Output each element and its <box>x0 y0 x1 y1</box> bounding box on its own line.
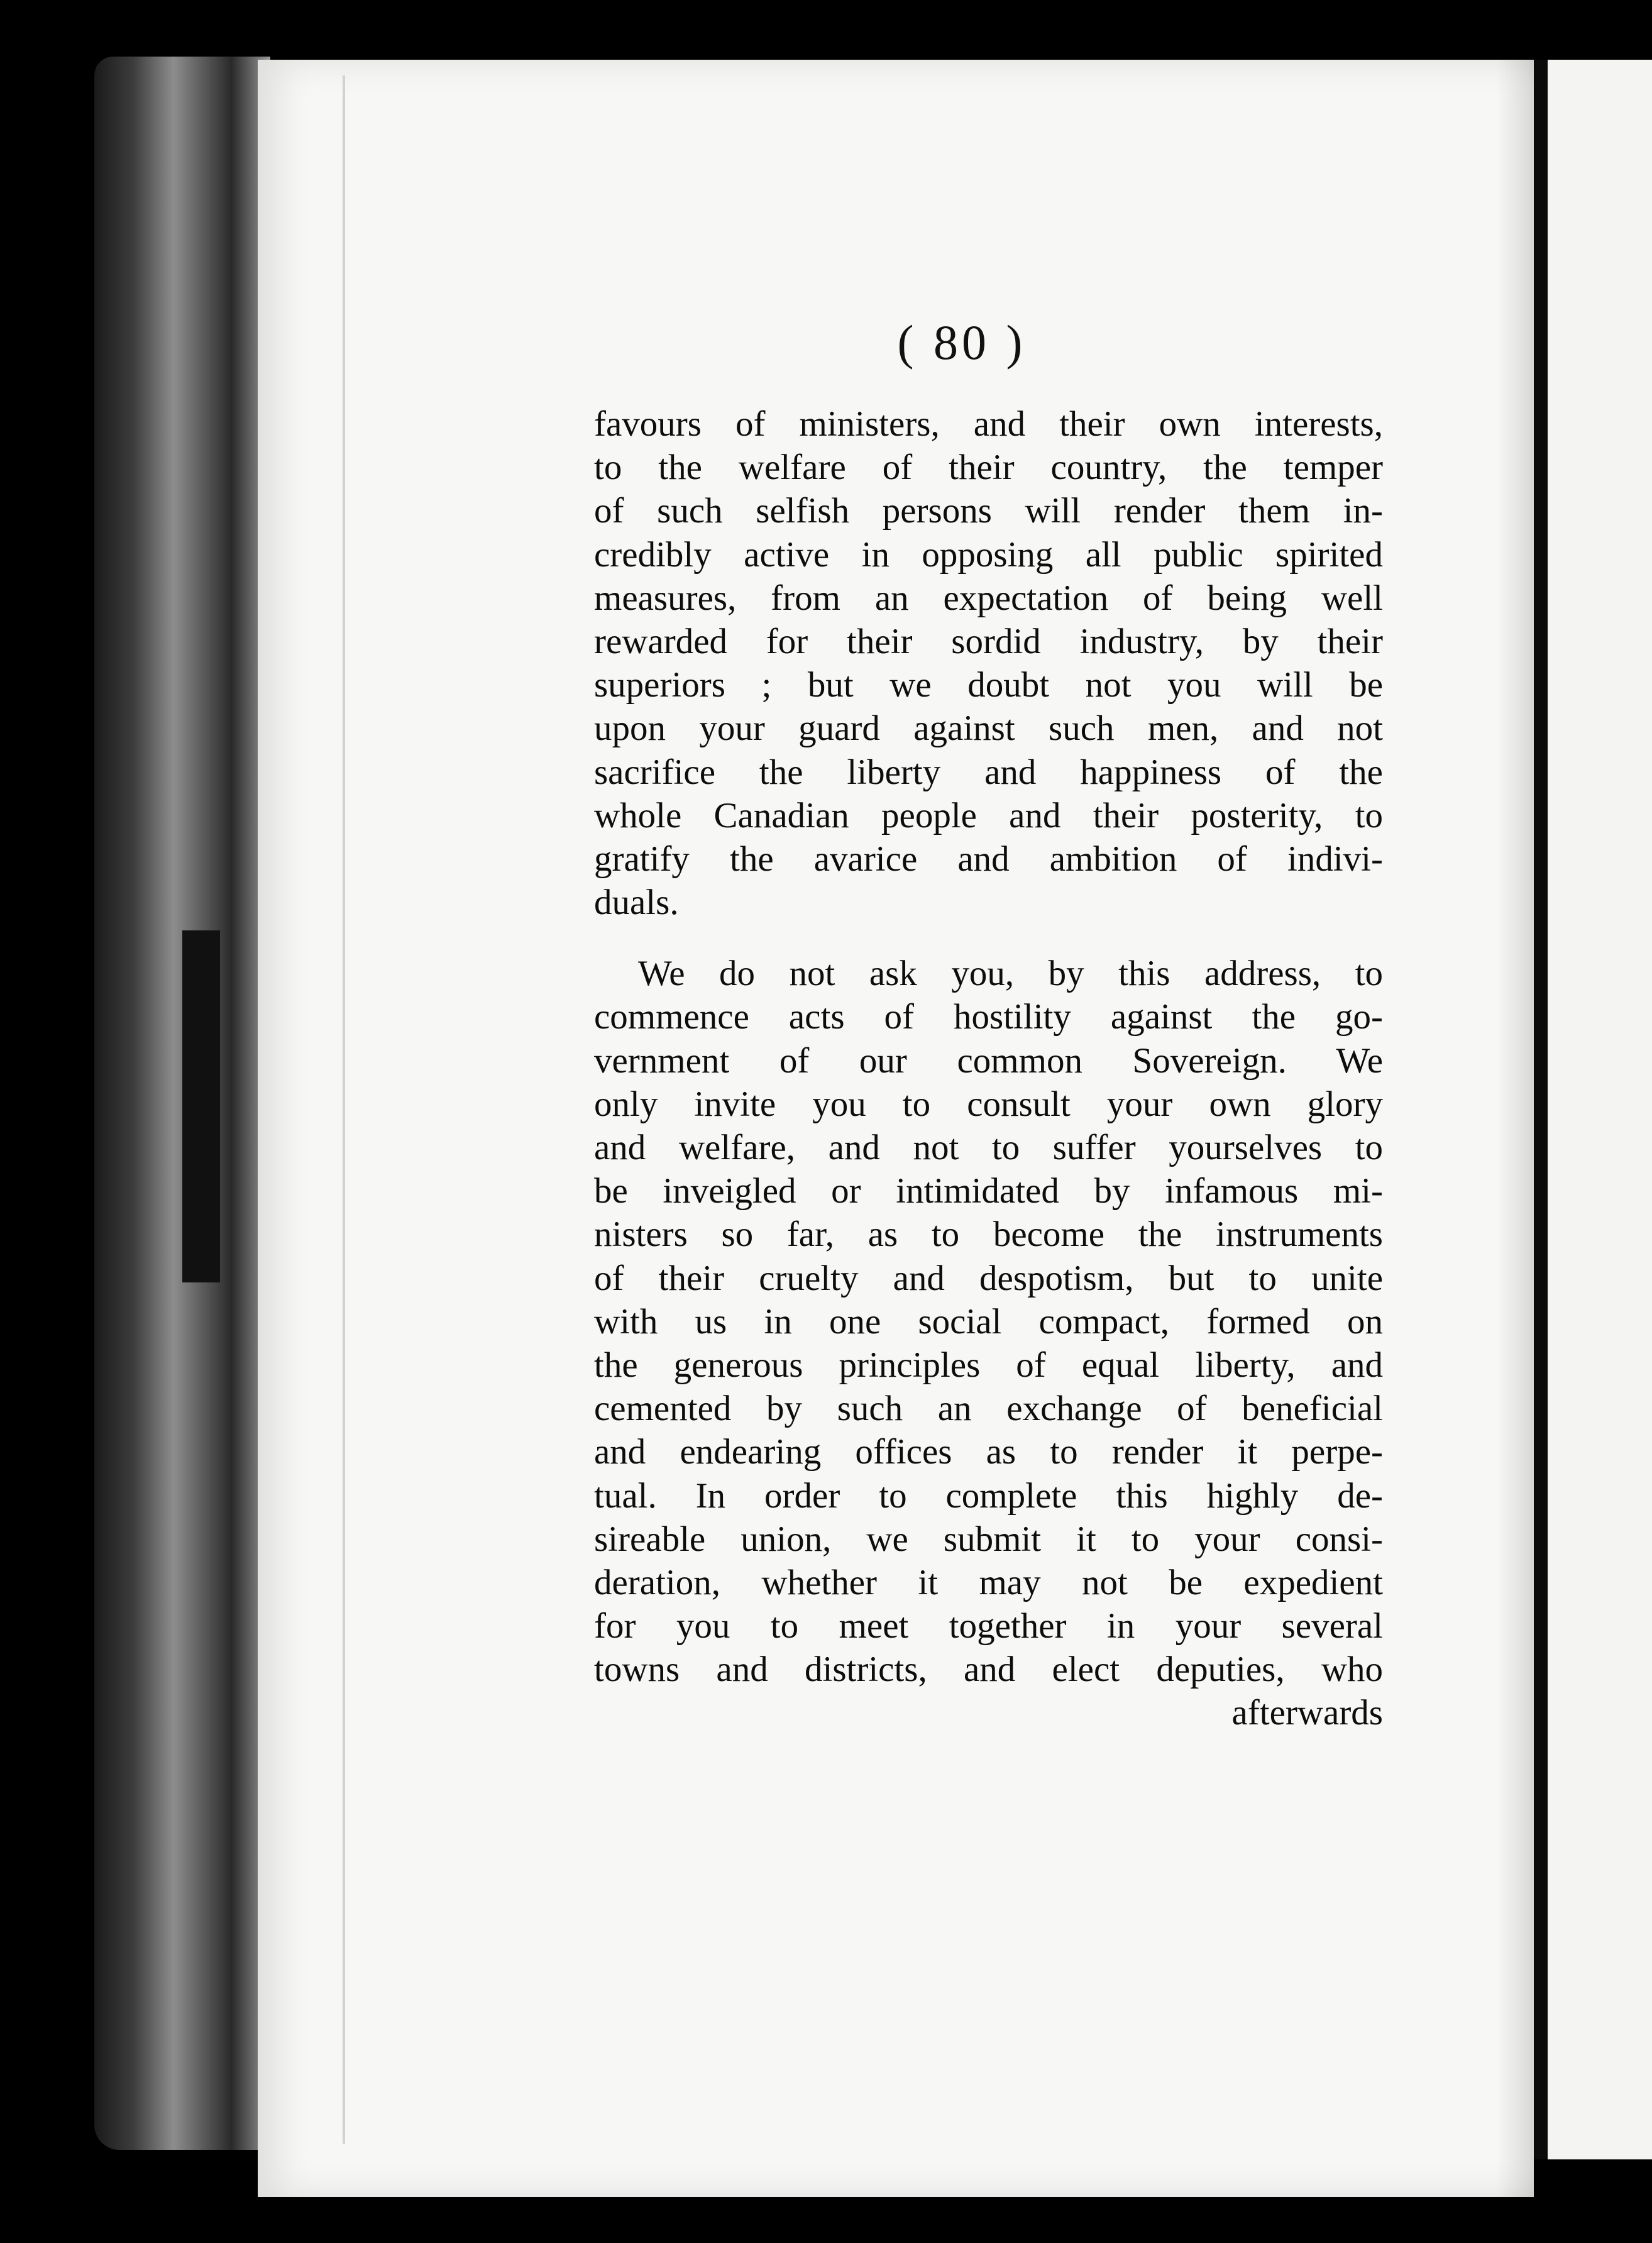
text-line: with us in one social compact, formed on <box>594 1301 1383 1342</box>
text-line: credibly active in opposing all public spirited <box>594 534 1383 575</box>
adjacent-page-strip <box>1548 60 1652 2159</box>
text-line: deration, whether it may not be expedient <box>594 1562 1383 1602</box>
text-line: measures, from an expectation of being well <box>594 578 1383 618</box>
page-edge-shadow <box>1496 60 1534 2197</box>
text-line: superiors ; but we doubt not you will be <box>594 665 1383 705</box>
text-line: towns and districts, and elect deputies, who <box>594 1650 1383 1690</box>
text-line: favours of ministers, and their own interests, <box>594 404 1383 444</box>
text-line: gratify the avarice and ambition of indivi- <box>594 839 1383 879</box>
text-line: cemented by such an exchange of beneficial <box>594 1389 1383 1429</box>
text-line: We do not ask you, by this address, to <box>638 954 1383 994</box>
page-gutter <box>1534 60 1548 2159</box>
page-fold-line <box>343 75 345 2144</box>
text-line: of such selfish persons will render them in- <box>594 491 1383 531</box>
text-line: sireable union, we submit it to your consi- <box>594 1519 1383 1559</box>
text-line: duals. <box>594 883 679 923</box>
text-line: nisters so far, as to become the instruments <box>594 1215 1383 1255</box>
text-line: whole Canadian people and their posterity, to <box>594 795 1383 835</box>
binding-shadow <box>182 930 220 1282</box>
text-line: rewarded for their sordid industry, by their <box>594 621 1383 661</box>
text-line: to the welfare of their country, the temper <box>594 448 1383 488</box>
text-line: and welfare, and not to suffer yourselves to <box>594 1128 1383 1167</box>
text-line: upon your guard against such men, and not <box>594 708 1383 749</box>
text-line: for you to meet together in your several <box>594 1606 1383 1646</box>
text-line: vernment of our common Sovereign. We <box>594 1040 1383 1081</box>
body-text <box>594 402 1383 1735</box>
text-line: and endearing offices as to render it perpe- <box>594 1432 1383 1472</box>
text-line: sacrifice the liberty and happiness of the <box>594 752 1383 792</box>
catchword: afterwards <box>1231 1693 1383 1733</box>
text-line: only invite you to consult your own glory <box>594 1084 1383 1124</box>
text-line: the generous principles of equal liberty, and <box>594 1345 1383 1385</box>
text-line: be inveigled or intimidated by infamous mi- <box>594 1171 1383 1211</box>
paragraph-gap <box>594 924 1383 952</box>
text-line: of their cruelty and despotism, but to unite <box>594 1258 1383 1298</box>
page-number: ( 80 ) <box>897 315 1027 370</box>
text-line: commence acts of hostility against the go- <box>594 997 1383 1037</box>
text-line: tual. In order to complete this highly de- <box>594 1475 1383 1516</box>
